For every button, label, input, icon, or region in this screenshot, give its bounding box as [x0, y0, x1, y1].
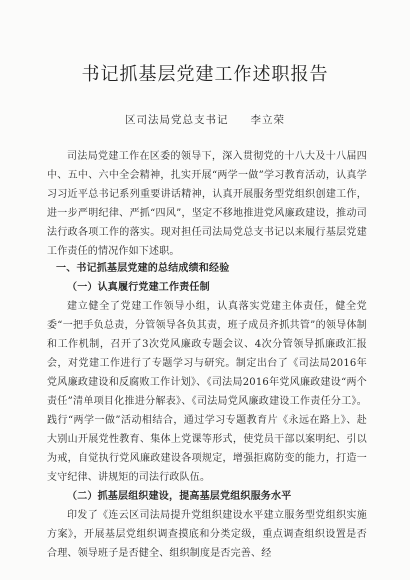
document-author-line	[0, 112, 410, 127]
intro-paragraph: 司法局党建工作在区委的领导下，深入贯彻党的十八大及十八届四中、五中、六中全会精神，扎实开展“两学一做”学习教育活动，认真学习习近平总书记系列重要讲话精神，认真开展服务型党组织创建工作，进一步严明纪律、严抓“四风”，坚定不移地推进党风廉政建设，推动司法行政各项工作的落实。现对担任司法局党总支书记以来履行基层党建工作责任的情况作如下述职。	[47, 151, 367, 257]
document-title: 书记抓基层党建工作述职报告	[81, 64, 329, 85]
author-name: 李立荣	[250, 114, 285, 126]
intro-block	[47, 147, 367, 261]
section-1-heading: 一、书记抓基层党建的总结成绩和经验	[56, 263, 230, 274]
subsection-1-heading: （一）认真履行党建工作责任制	[67, 282, 210, 293]
subsection-1-paragraph: 建立健全了党建工作领导小组，认真落实党建主体责任，健全党委“一把手负总责，分管领导各负其责，班子成员齐抓共管”的领导体制和工作机制，召开了3次党风廉政专题会议、4次分管领导抓廉政汇报会，对党建工作进行了专题学习与研究。制定出台了《司法局2016年党风廉政建设和反腐败工作计划》、《司法局2016年党风廉政建设“两个责任”清单项目化推进分解表》、《司法局党风廉政建设工作责任分工》。践行“两学一做”活动相结合，通过学习专题教育片《永远在路上》、赴大别山开展党性教育、集体上党课等形式，使党员干部以案明纪、引以为戒，自觉执行党风廉政建设各项规定，增强拒腐防变的能力，打造一支守纪律、讲规矩的司法行政队伍。	[47, 301, 367, 483]
subsection-2-heading: （二）抓基层组织建设，提高基层党组织服务水平	[67, 491, 292, 502]
author-role: 区司法局党总支书记	[125, 114, 229, 126]
subsection-2-paragraph: 印发了《连云区司法局提升党组织建设水平建立服务型党组织实施方案》，开展基层党组织调查摸底和分类定级，重点调查组织设置是否合理、领导班子是否健全、组织制度是否完善、经	[47, 510, 367, 559]
section-1	[47, 259, 367, 563]
